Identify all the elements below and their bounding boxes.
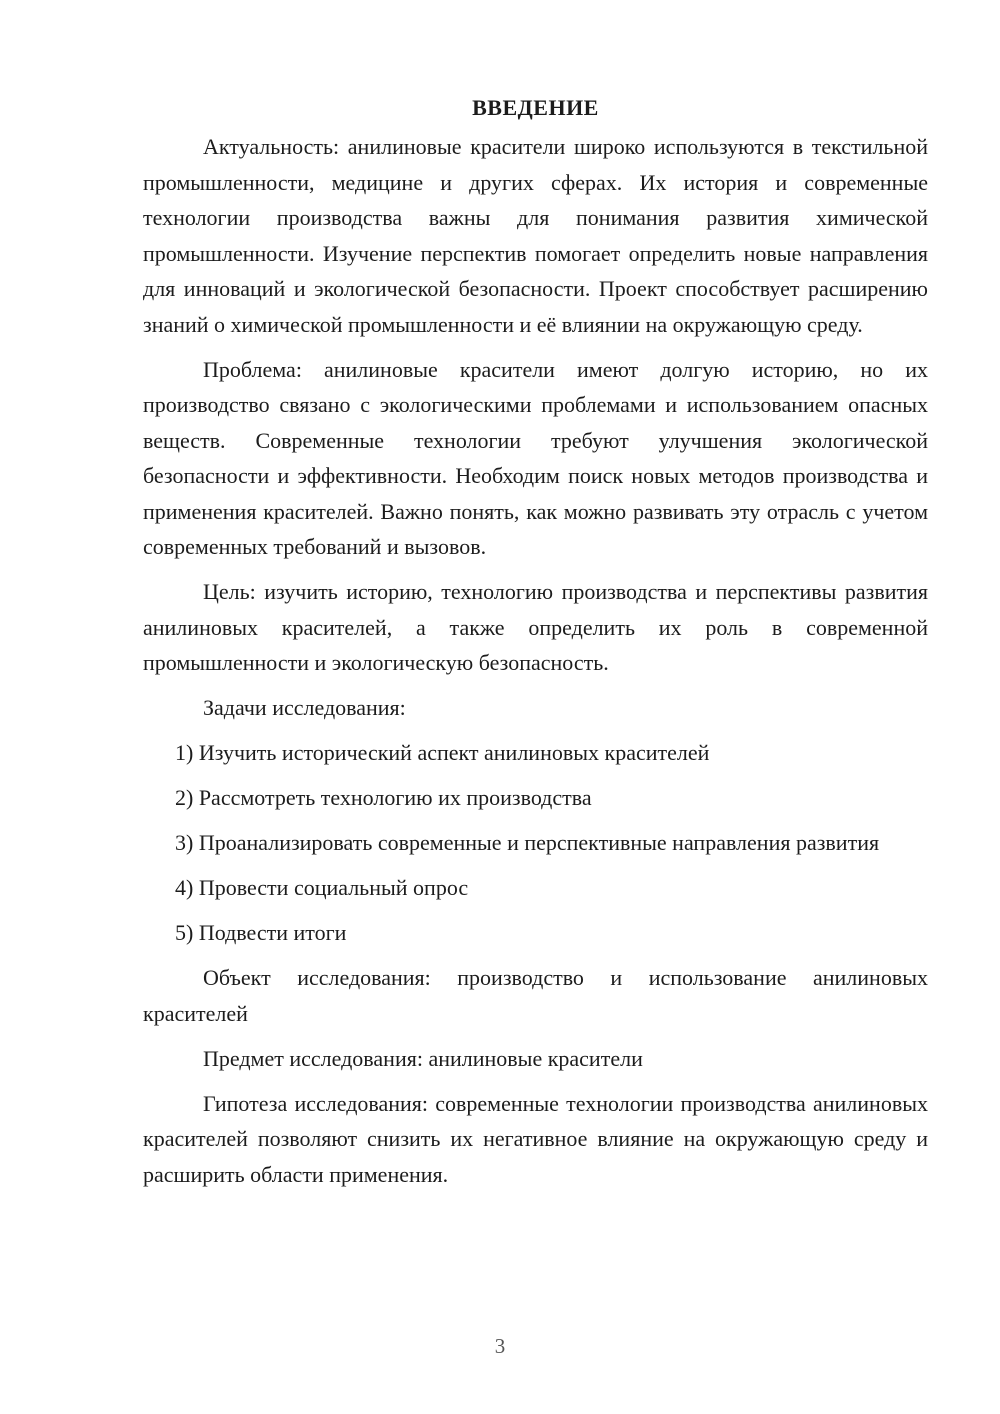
paragraph-relevance: Актуальность: анилиновые красители широко используются в текстильной промышленности, медицине и других сферах. Их история и современные технологии производства важны для понимания развития химической промышленности. Изучение перспектив помогает определить новые направления для инноваций и экологической безопасности. Проект способствует расширению знаний о химической промышленности и её влиянии на окружающую среду. — [143, 134, 928, 337]
paragraph-subject: Предмет исследования: анилиновые красители — [203, 1045, 643, 1071]
paragraph-goal: Цель: изучить историю, технологию производства и перспективы развития анилиновых красителей, а также определить их роль в современной промышленности и экологическую безопасность. — [143, 579, 928, 675]
paragraph-hypothesis: Гипотеза исследования: современные технологии производства анилиновых красителей позволяют снизить их негативное влияние на окружающую среду и расширить области применения. — [143, 1090, 928, 1187]
paragraph-tasks-heading: Задачи исследования: — [203, 695, 406, 720]
task-item: 4) Провести социальный опрос — [175, 875, 469, 900]
task-item: 5) Подвести итоги — [175, 920, 347, 945]
page-number: 3 — [494, 1334, 506, 1358]
paragraph-problem: Проблема: анилиновые красители имеют долгую историю, но их производство связано с экологическими проблемами и использованием опасных веществ. Современные технологии требуют улучшения экологической безопасности и эффективности. Необходим поиск новых методов производства и применения красителей. Важно понять, как можно развивать эту отрасль с учетом современных требований и вызовов. — [143, 356, 928, 559]
task-item: 2) Рассмотреть технологию их производства — [175, 785, 592, 810]
paragraph-object: Объект исследования: производство и использование анилиновых красителей — [143, 965, 928, 1026]
document-page — [143, 90, 928, 1202]
section-title: ВВЕДЕНИЕ — [472, 95, 599, 120]
task-item: 1) Изучить исторический аспект анилиновых красителей — [175, 740, 710, 765]
task-item: 3) Проанализировать современные и перспективные направления развития — [175, 830, 880, 855]
